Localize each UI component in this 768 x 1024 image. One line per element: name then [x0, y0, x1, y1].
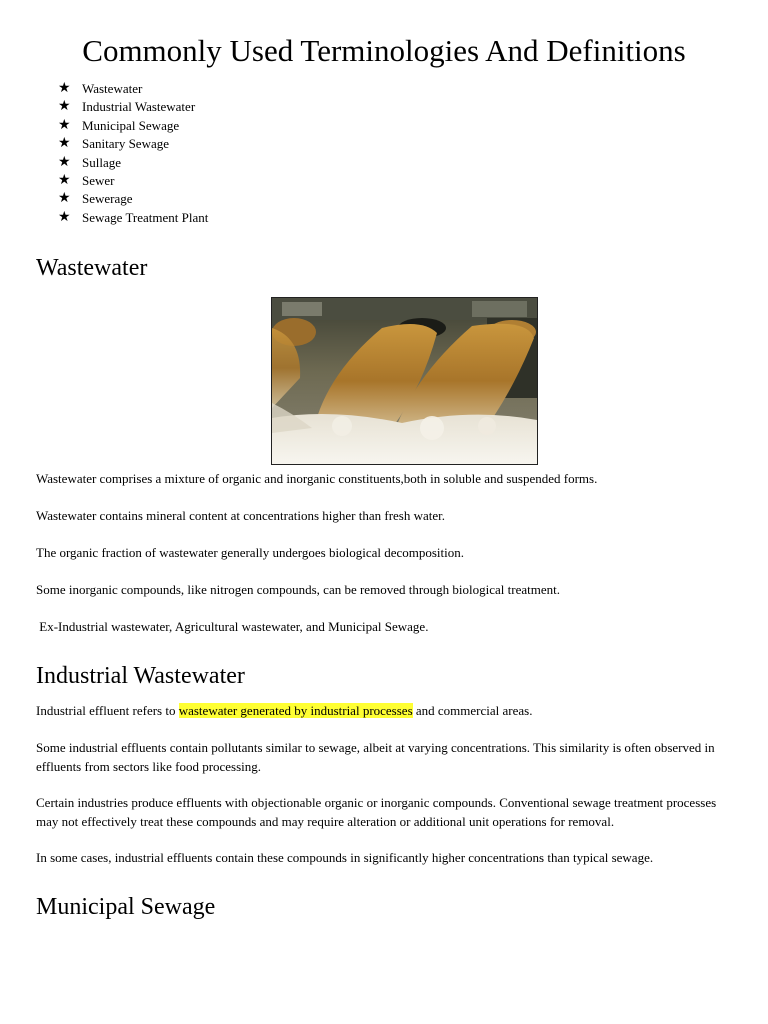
list-item — [58, 80, 208, 98]
terminology-list — [58, 80, 208, 227]
star-icon: ★ — [58, 154, 71, 170]
paragraph: In some cases, industrial effluents contain these compounds in significantly higher concentrations than typical sewage. — [36, 850, 654, 865]
section-heading-industrial-wastewater: Industrial Wastewater — [36, 663, 245, 689]
paragraph: Some industrial effluents contain pollutants similar to sewage, albeit at varying concentrations. This similarity is often observed in effluents from sectors like food processing. — [36, 740, 715, 774]
star-icon: ★ — [58, 99, 71, 115]
star-icon: ★ — [58, 81, 71, 96]
list-item-label: Sewerage — [82, 191, 133, 207]
list-item — [58, 135, 208, 153]
list-item-label: Sanitary Sewage — [82, 136, 170, 152]
star-icon: ★ — [58, 117, 71, 133]
star-icon: ★ — [58, 209, 71, 225]
list-item-label: Industrial Wastewater — [82, 99, 196, 115]
list-item-label: Sewage Treatment Plant — [82, 209, 209, 225]
page-title: Commonly Used Terminologies And Definitions — [82, 33, 686, 68]
paragraph: Wastewater contains mineral content at concentrations higher than fresh water. — [36, 508, 446, 523]
paragraph: Wastewater comprises a mixture of organic and inorganic constituents,both in soluble and suspended forms. — [36, 471, 598, 486]
text: and commercial areas. — [412, 703, 533, 718]
star-icon: ★ — [58, 191, 71, 207]
paragraph: Some inorganic compounds, like nitrogen compounds, can be removed through biological treatment. — [36, 582, 560, 597]
list-item-label: Sullage — [82, 154, 121, 170]
section-heading-wastewater: Wastewater — [36, 255, 148, 281]
list-item-label: Sewer — [82, 173, 115, 189]
list-item — [58, 209, 208, 227]
list-item-label: Wastewater — [82, 81, 143, 96]
paragraph: Ex-Industrial wastewater, Agricultural wastewater, and Municipal Sewage. — [36, 619, 429, 634]
paragraph — [36, 702, 736, 721]
list-item — [58, 172, 208, 190]
section-heading-municipal-sewage: Municipal Sewage — [36, 894, 216, 920]
list-item-label: Municipal Sewage — [82, 117, 180, 133]
star-icon: ★ — [58, 136, 71, 152]
list-item — [58, 190, 208, 208]
star-icon: ★ — [58, 173, 71, 189]
wastewater-discharge-image — [271, 297, 538, 465]
list-item — [58, 98, 208, 116]
paragraph: The organic fraction of wastewater generally undergoes biological decomposition. — [36, 545, 465, 560]
highlighted-text: wastewater generated by industrial processes — [178, 703, 413, 718]
list-item — [58, 117, 208, 135]
text: Industrial effluent refers to — [36, 703, 179, 718]
paragraph: Certain industries produce effluents with objectionable organic or inorganic compounds. Conventional sewage treatment processes may not effectively treat these compounds and may require alteration or additional unit operations for removal. — [36, 795, 717, 829]
list-item — [58, 154, 208, 172]
